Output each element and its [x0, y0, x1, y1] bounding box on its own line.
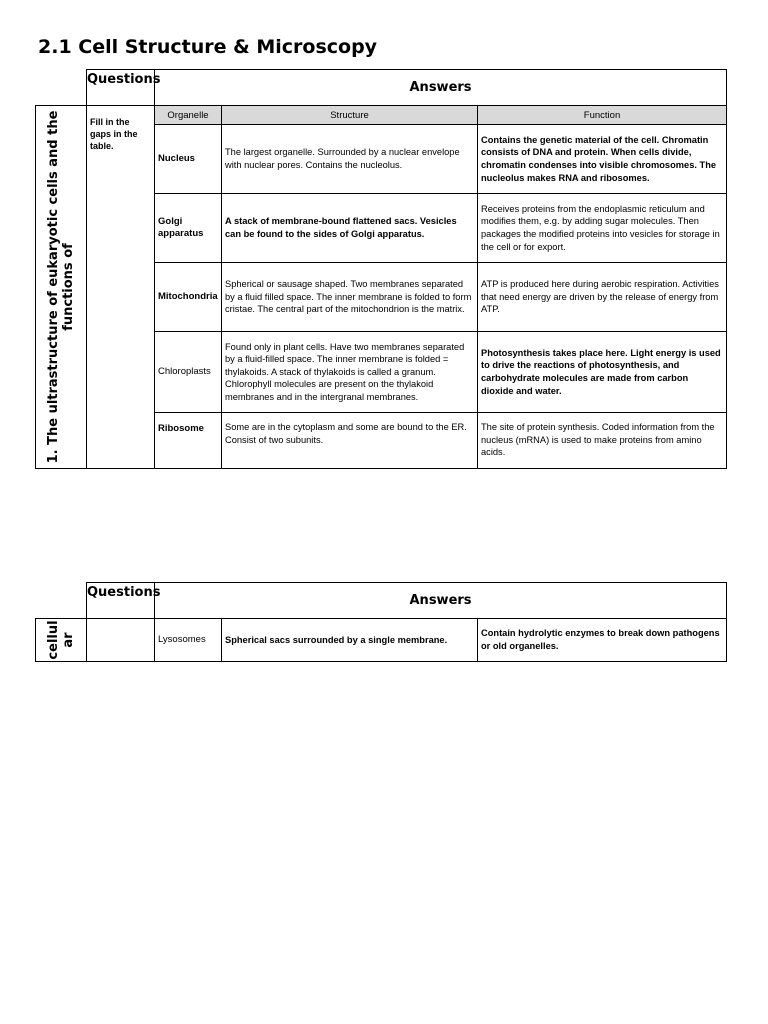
column-header-structure: Structure [222, 106, 478, 125]
section-label: 1. The ultrastructure of eukaryotic cells and the functions of [46, 110, 76, 464]
column-header-organelle: Organelle [155, 106, 222, 125]
answers-header: Answers [155, 583, 727, 619]
organelle-name: Ribosome [155, 413, 222, 469]
structure-cell: The largest organelle. Surrounded by a nuclear envelope with nuclear pores. Contains the nucleolus. [222, 125, 478, 194]
organelle-table [35, 69, 727, 469]
organelle-name: Mitochondria [155, 263, 222, 332]
structure-cell: A stack of membrane-bound flattened sacs. Vesicles can be found to the sides of Golgi apparatus. [222, 194, 478, 263]
question-cell: Fill in the gaps in the table. [87, 106, 155, 469]
section-label: cellular [46, 620, 76, 660]
function-cell: The site of protein synthesis. Coded information from the nucleus (mRNA) is used to make proteins from amino acids. [478, 413, 727, 469]
answers-header: Answers [155, 70, 727, 106]
organelle-name: Nucleus [155, 125, 222, 194]
function-cell: ATP is produced here during aerobic respiration. Activities that need energy are driven by the release of energy from ATP. [478, 263, 727, 332]
function-cell: Photosynthesis takes place here. Light energy is used to drive the reactions of photosynthesis, and carbohydrate molecules are made from carbon dioxide and water. [478, 332, 727, 413]
organelle-table-continued [35, 582, 727, 662]
organelle-name: Chloroplasts [155, 332, 222, 413]
page-title: 2.1 Cell Structure & Microscopy [38, 36, 378, 58]
questions-header: Questions [87, 583, 155, 619]
function-cell: Contain hydrolytic enzymes to break down pathogens or old organelles. [478, 619, 727, 662]
organelle-name: Lysosomes [155, 619, 222, 662]
organelle-name: Golgi apparatus [155, 194, 222, 263]
column-header-function: Function [478, 106, 727, 125]
table-row [36, 619, 727, 662]
structure-cell: Some are in the cytoplasm and some are bound to the ER. Consist of two subunits. [222, 413, 478, 469]
structure-cell: Found only in plant cells. Have two membranes separated by a fluid-filled space. The inner membrane is folded = thylakoids. A stack of thylakoids is called a granum. Chlorophyll molecules are present on the thylakoid membranes and in the intergranal membranes. [222, 332, 478, 413]
question-cell [87, 619, 155, 662]
questions-header: Questions [87, 70, 155, 106]
function-cell: Contains the genetic material of the cell. Chromatin consists of DNA and protein. When cells divide, chromatin condenses into visible chromosomes. The nucleolus makes RNA and ribosomes. [478, 125, 727, 194]
structure-cell: Spherical sacs surrounded by a single membrane. [222, 619, 478, 662]
section-label-cell [36, 106, 87, 469]
section-label-cell [36, 619, 87, 662]
structure-cell: Spherical or sausage shaped. Two membranes separated by a fluid filled space. The inner membrane is folded to form cristae. The central part of the mitochondrion is the matrix. [222, 263, 478, 332]
function-cell: Receives proteins from the endoplasmic reticulum and modifies them, e.g. by adding sugar molecules. Then packages the modified proteins into vesicles for storage in the cell or for export. [478, 194, 727, 263]
